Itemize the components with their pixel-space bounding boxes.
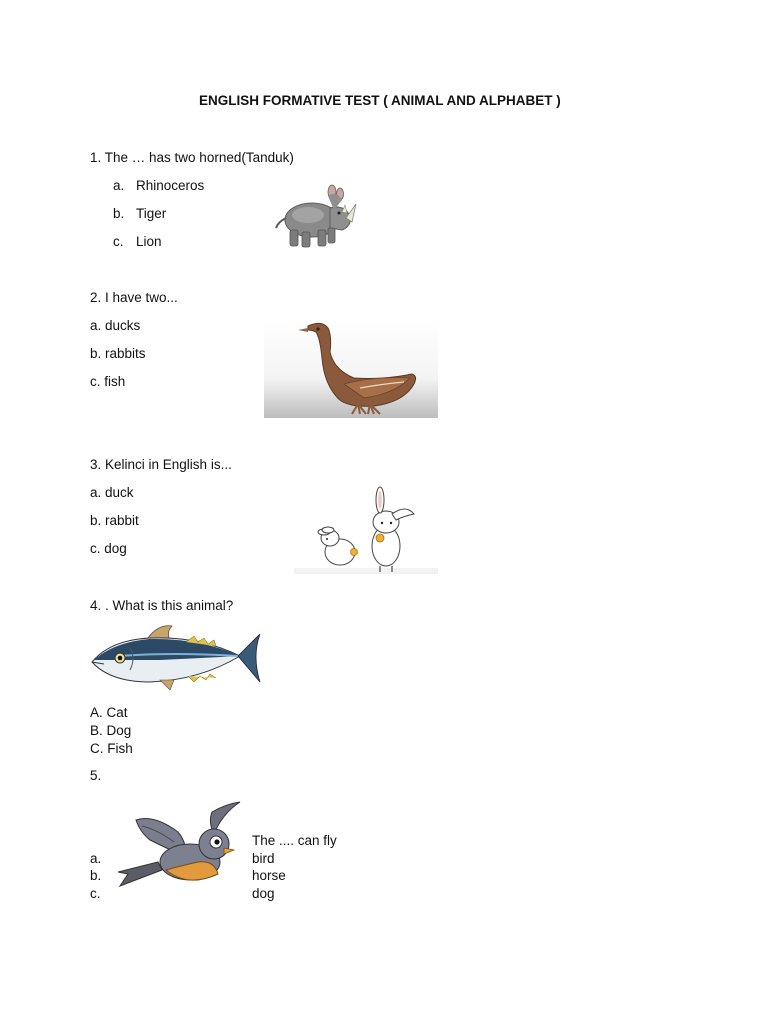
q1-option-a-letter: a.	[113, 178, 125, 193]
page-title: ENGLISH FORMATIVE TEST ( ANIMAL AND ALPHABET )	[199, 93, 561, 108]
q4-option-b: B. Dog	[90, 723, 132, 738]
question-3-text: 3. Kelinci in English is...	[90, 457, 232, 472]
q4-option-c: C. Fish	[90, 741, 133, 756]
q2-option-a: a. ducks	[90, 318, 141, 333]
q1-option-a: Rhinoceros	[136, 178, 205, 193]
duck-icon	[264, 318, 438, 418]
q5-option-b: horse	[252, 868, 286, 883]
question-5-number: 5.	[90, 768, 102, 783]
q5-option-b-letter: b.	[90, 868, 102, 883]
question-1-text: 1. The … has two horned(Tanduk)	[90, 150, 294, 165]
q5-option-a-letter: a.	[90, 851, 102, 866]
q4-option-a: A. Cat	[90, 705, 128, 720]
q1-option-c: Lion	[136, 234, 162, 249]
question-2-text: 2. I have two...	[90, 290, 178, 305]
tuna-fish-icon	[90, 624, 264, 694]
q1-option-b: Tiger	[136, 206, 167, 221]
rabbits-icon	[294, 486, 438, 574]
question-4-text: 4. . What is this animal?	[90, 598, 234, 613]
q1-option-c-letter: c.	[113, 234, 124, 249]
q5-option-c: dog	[252, 886, 275, 901]
q3-option-a: a. duck	[90, 485, 134, 500]
flying-bird-icon	[118, 800, 242, 892]
q2-option-b: b. rabbits	[90, 346, 146, 361]
q5-option-c-letter: c.	[90, 886, 101, 901]
rhinoceros-icon	[272, 182, 360, 250]
q2-option-c: c. fish	[90, 374, 126, 389]
q5-prompt: The .... can fly	[252, 833, 337, 848]
q3-option-c: c. dog	[90, 541, 127, 556]
q3-option-b: b. rabbit	[90, 513, 139, 528]
q1-option-b-letter: b.	[113, 206, 125, 221]
q5-option-a: bird	[252, 851, 275, 866]
